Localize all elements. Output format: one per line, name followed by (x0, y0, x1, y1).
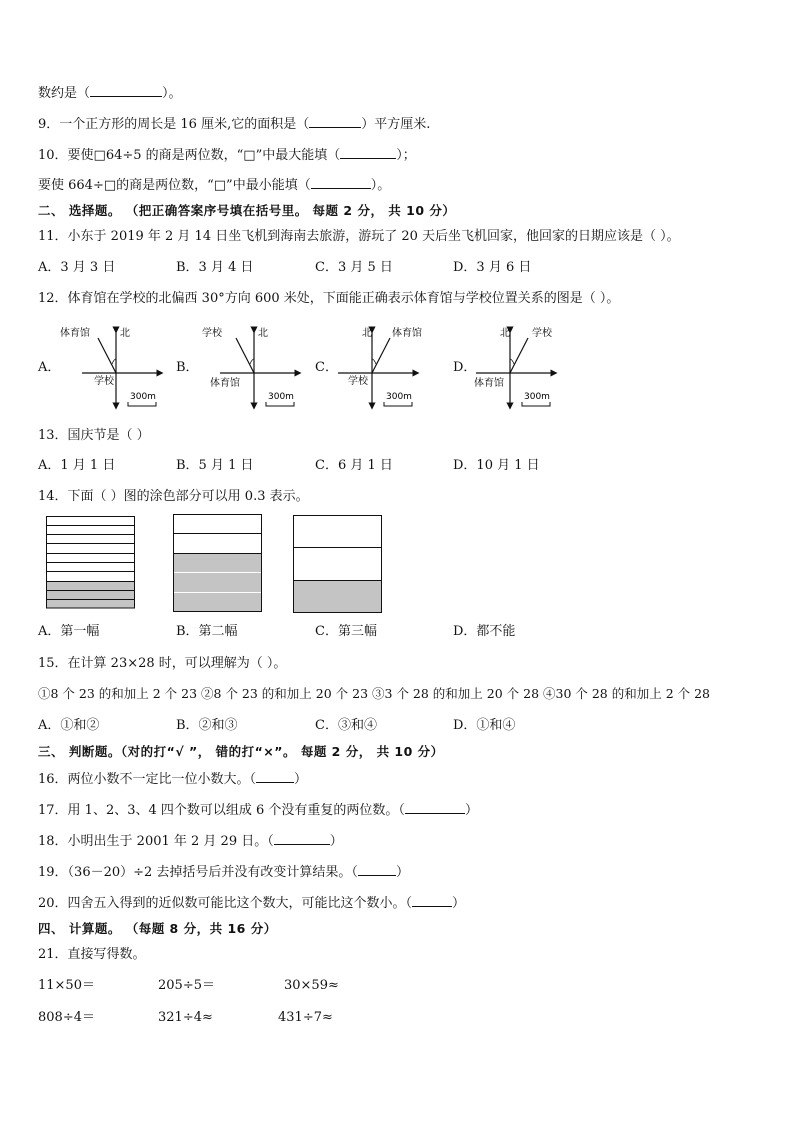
calc-item[interactable]: 808÷4＝ (38, 1010, 95, 1025)
calc-item[interactable]: 11×50＝ (38, 978, 95, 993)
question-13-stem: 13．国庆节是（ ） (38, 428, 150, 443)
option-c[interactable]: C．③和④ (315, 718, 377, 733)
north-label: 北 (258, 328, 268, 339)
calc-item[interactable]: 431÷7≈ (278, 1010, 333, 1025)
origin-label: 学校 (348, 376, 368, 387)
calc-item[interactable]: 321÷4≈ (158, 1010, 213, 1025)
north-label: 北 (120, 328, 130, 339)
section-2-title: 二、 选择题。 （把正确答案序号填在括号里。 每题 2 分， 共 10 分） (38, 203, 456, 218)
option-a[interactable]: A．3 月 3 日 (38, 260, 116, 275)
question-16: 16．两位小数不一定比一位小数大。（ ） (38, 772, 308, 787)
calc-item[interactable]: 205÷5＝ (158, 978, 215, 993)
question-10-line2: 要使 664÷□的商是两位数，“□”中最小能填（ ）。 (38, 178, 391, 193)
question-15-stem: 15．在计算 23×28 时，可以理解为（ ）。 (38, 656, 287, 671)
q8-tail: 数约是（ ）。 (38, 86, 182, 101)
question-10-line1: 10．要使□64÷5 的商是两位数，“□”中最大能填（ ）； (38, 148, 416, 163)
answer-blank[interactable] (405, 801, 465, 814)
calc-item[interactable]: 30×59≈ (284, 978, 339, 993)
question-18: 18．小明出生于 2001 年 2 月 29 日。（ ） (38, 834, 343, 849)
answer-blank[interactable] (340, 146, 396, 159)
origin-label: 学校 (94, 376, 114, 387)
diagram-c (336, 326, 451, 408)
question-19: 19．（36－20）÷2 去掉括号后并没有改变计算结果。（ ） (38, 865, 409, 880)
option-d[interactable]: D．3 月 6 日 (453, 260, 532, 275)
figure-2 (173, 514, 263, 614)
diagram-d (474, 326, 589, 408)
answer-blank[interactable] (274, 832, 330, 845)
option-c-letter[interactable]: C． (315, 360, 338, 375)
answer-blank[interactable] (90, 84, 162, 97)
option-c[interactable]: C．3 月 5 日 (315, 260, 393, 275)
option-d[interactable]: D．①和④ (453, 718, 516, 733)
answer-blank[interactable] (256, 770, 294, 783)
answer-blank[interactable] (412, 894, 452, 907)
diagram-b (198, 326, 313, 408)
diagram-label: 学校 (532, 328, 552, 339)
answer-blank[interactable] (311, 176, 371, 189)
figure-1 (46, 516, 136, 610)
diagram-label: 体育馆 (392, 328, 422, 339)
scale-label: 300m (268, 392, 294, 402)
section-4-title: 四、 计算题。 （每题 8 分，共 16 分） (38, 921, 277, 936)
option-b-letter[interactable]: B． (176, 360, 199, 375)
question-21-stem: 21．直接写得数。 (38, 947, 146, 962)
question-20: 20．四舍五入得到的近似数可能比这个数大，可能比这个数小。（ ） (38, 896, 466, 911)
option-b[interactable]: B．5 月 1 日 (176, 458, 254, 473)
option-d-letter[interactable]: D． (453, 360, 477, 375)
figure-3 (293, 515, 385, 615)
question-15-choices: ①8 个 23 的和加上 2 个 23 ②8 个 23 的和加上 20 个 23 ③3 个 28 的和加上 20 个 28 ④30 个 28 的和加上 2 个 28 (38, 686, 711, 701)
option-b[interactable]: B．第二幅 (176, 624, 238, 639)
scale-label: 300m (130, 392, 156, 402)
scale-label: 300m (386, 392, 412, 402)
option-d[interactable]: D．都不能 (453, 624, 516, 639)
question-12-stem: 12．体育馆在学校的北偏西 30°方向 600 米处，下面能正确表示体育馆与学校位置关系的图是（ ）。 (38, 291, 620, 306)
option-b[interactable]: B．②和③ (176, 718, 238, 733)
option-a-letter[interactable]: A． (38, 360, 61, 375)
north-label: 北 (362, 328, 372, 339)
answer-blank[interactable] (358, 863, 396, 876)
option-d[interactable]: D．10 月 1 日 (453, 458, 540, 473)
section-3-title: 三、 判断题。（对的打“√ ”， 错的打“×”。 每题 2 分， 共 10 分） (38, 744, 444, 759)
question-14-stem: 14．下面（ ）图的涂色部分可以用 0.3 表示。 (38, 489, 309, 504)
diagram-label: 体育馆 (60, 328, 90, 339)
option-a[interactable]: A．1 月 1 日 (38, 458, 116, 473)
origin-label: 体育馆 (474, 378, 504, 389)
question-11-stem: 11．小东于 2019 年 2 月 14 日坐飞机到海南去旅游，游玩了 20 天后坐飞机回家，他回家的日期应该是（ ）。 (38, 229, 680, 244)
question-9: 9．一个正方形的周长是 16 厘米,它的面积是（ ）平方厘米. (38, 117, 431, 132)
diagram-label: 学校 (202, 328, 222, 339)
scale-label: 300m (524, 392, 550, 402)
north-label: 北 (500, 328, 510, 339)
answer-blank[interactable] (309, 115, 361, 128)
option-b[interactable]: B．3 月 4 日 (176, 260, 254, 275)
option-c[interactable]: C．第三幅 (315, 624, 377, 639)
option-a[interactable]: A．第一幅 (38, 624, 100, 639)
diagram-a (60, 326, 175, 408)
option-c[interactable]: C．6 月 1 日 (315, 458, 393, 473)
option-a[interactable]: A．①和② (38, 718, 100, 733)
origin-label: 体育馆 (210, 378, 240, 389)
question-17: 17．用 1、2、3、4 四个数可以组成 6 个没有重复的两位数。（ ） (38, 803, 478, 818)
